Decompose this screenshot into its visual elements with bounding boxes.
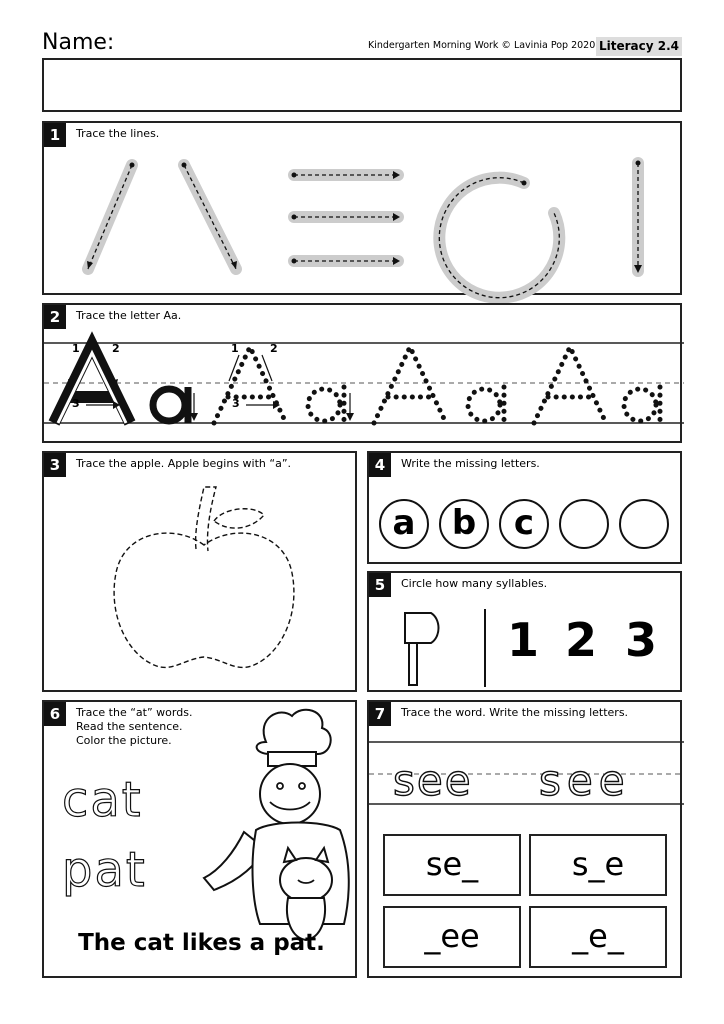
sentence: The cat likes a pat.	[78, 930, 325, 956]
syllable-option-3[interactable]: 3	[624, 613, 657, 667]
section-6	[42, 700, 357, 978]
section-number: 5	[369, 573, 391, 597]
letter-circle-blank[interactable]	[559, 499, 609, 549]
apple-tracing[interactable]	[44, 453, 359, 694]
section-instruction: Trace the “at” words. Read the sentence. Color the picture.	[76, 706, 193, 747]
blank-word-box[interactable]: s_e	[529, 834, 667, 896]
credit-text: Kindergarten Morning Work © Lavinia Pop 2020	[368, 40, 596, 51]
syllable-option-2[interactable]: 2	[564, 613, 597, 667]
stroke-number: 1	[231, 342, 239, 355]
letter-circle: b	[439, 499, 489, 549]
section-instruction: Trace the apple. Apple begins with “a”.	[76, 457, 292, 470]
section-number: 3	[44, 453, 66, 477]
section-5	[367, 571, 682, 692]
section-instruction: Trace the lines.	[76, 127, 160, 140]
tracing-lines[interactable]	[44, 123, 684, 297]
section-instruction: Circle how many syllables.	[401, 577, 548, 590]
stroke-number: 2	[112, 342, 120, 355]
trace-word-see[interactable]: see	[539, 756, 631, 805]
section-4	[367, 451, 682, 564]
section-instruction: Trace the letter Aa.	[76, 309, 182, 322]
trace-word-cat[interactable]: cat	[62, 772, 143, 828]
letter-tracing-area[interactable]	[44, 305, 684, 445]
letter-circle: c	[499, 499, 549, 549]
section-instruction: Write the missing letters.	[401, 457, 540, 470]
section-instruction: Trace the word. Write the missing letters.	[401, 706, 629, 719]
section-number: 1	[44, 123, 66, 147]
blank-word-box[interactable]: se_	[383, 834, 521, 896]
blank-word-box[interactable]: _ee	[383, 906, 521, 968]
section-7	[367, 700, 682, 978]
section-number: 7	[369, 702, 391, 726]
stroke-number: 3	[232, 397, 240, 410]
section-number: 6	[44, 702, 66, 726]
syllable-option-1[interactable]: 1	[506, 613, 539, 667]
section-1	[42, 121, 682, 295]
name-label: Name:	[42, 30, 115, 55]
letter-circle: a	[379, 499, 429, 549]
stroke-number: 2	[270, 342, 278, 355]
section-number: 2	[44, 305, 66, 329]
stroke-number: 1	[72, 342, 80, 355]
level-badge: Literacy 2.4	[596, 37, 682, 56]
trace-word-pat[interactable]: pat	[62, 842, 147, 898]
name-field[interactable]	[42, 58, 682, 112]
section-number: 4	[369, 453, 391, 477]
blank-word-box[interactable]: _e_	[529, 906, 667, 968]
stroke-number: 3	[72, 397, 80, 410]
section-3	[42, 451, 357, 692]
trace-word-see-model[interactable]: see	[393, 756, 473, 805]
section-2	[42, 303, 682, 443]
letter-circle-blank[interactable]	[619, 499, 669, 549]
